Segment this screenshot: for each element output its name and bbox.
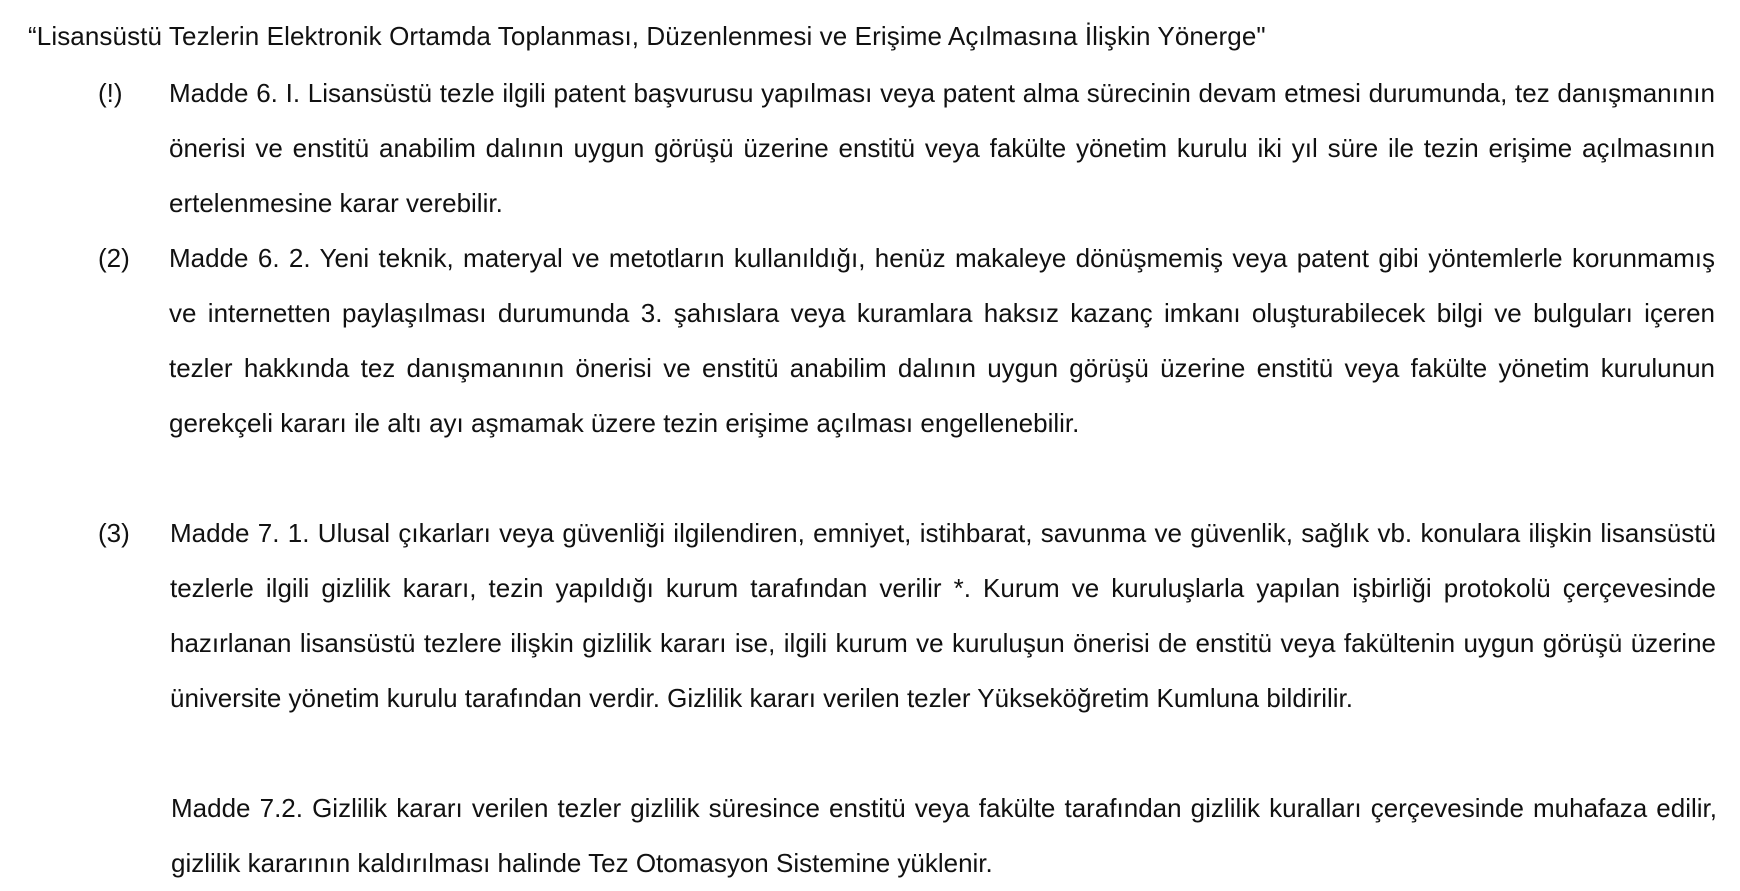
item-text: Madde 6. I. Lisansüstü tezle ilgili patent başvurusu yapılması veya patent alma sürecinin devam etmesi durumunda, tez danışmanının önerisi ve enstitü anabilim dalının uygun görüşü üzerine enstitü veya fakülte yönetim kurulu iki yıl süre ile tezin erişime açılmasının ertelenmesine karar verebilir. xyxy=(169,78,1715,218)
document-title: “Lisansüstü Tezlerin Elektronik Ortamda Toplanması, Düzenlenmesi ve Erişime Açılmasına İlişkin Yönerge" xyxy=(28,21,1266,51)
item-number: (3) xyxy=(98,518,130,548)
item-text: Madde 6. 2. Yeni teknik, materyal ve metotların kullanıldığı, henüz makaleye dönüşmemiş veya patent gibi yöntemlerle korunmamış ve internetten paylaşılması durumunda 3. şahıslara veya kuramlara haksız kazanç imkanı oluşturabilecek bilgi ve bulguları içeren tezler hakkında tez danışmanının önerisi ve enstitü anabilim dalının uygun görüşü üzerine enstitü veya fakülte yönetim kurulunun gerekçeli kararı ile altı ayı aşmamak üzere tezin erişime açılması engellenebilir. xyxy=(169,243,1715,438)
item-text: Madde 7.2. Gizlilik kararı verilen tezler gizlilik süresince enstitü veya fakülte tarafından gizlilik kuralları çerçevesinde muhafaza edilir, gizlilik kararının kaldırılması halinde Tez Otomasyon Sistemine yüklenir. xyxy=(171,793,1717,878)
item-text: Madde 7. 1. Ulusal çıkarları veya güvenliği ilgilendiren, emniyet, istihbarat, savunma ve güvenlik, sağlık vb. konulara ilişkin lisansüstü tezlerle ilgili gizlilik kararı, tezin yapıldığı kurum tarafından verilir *. Kurum ve kuruluşlarla yapılan işbirliği protokolü çerçevesinde hazırlanan lisansüstü tezlere ilişkin gizlilik kararı ise, ilgili kurum ve kuruluşun önerisi de enstitü veya fakültenin uygun görüşü üzerine üniversite yönetim kurulu tarafından verdir. Gizlilik kararı verilen tezler Yükseköğretim Kumluna bildirilir. xyxy=(170,518,1716,713)
item-number: (2) xyxy=(98,243,130,273)
item-number: (!) xyxy=(98,78,123,108)
